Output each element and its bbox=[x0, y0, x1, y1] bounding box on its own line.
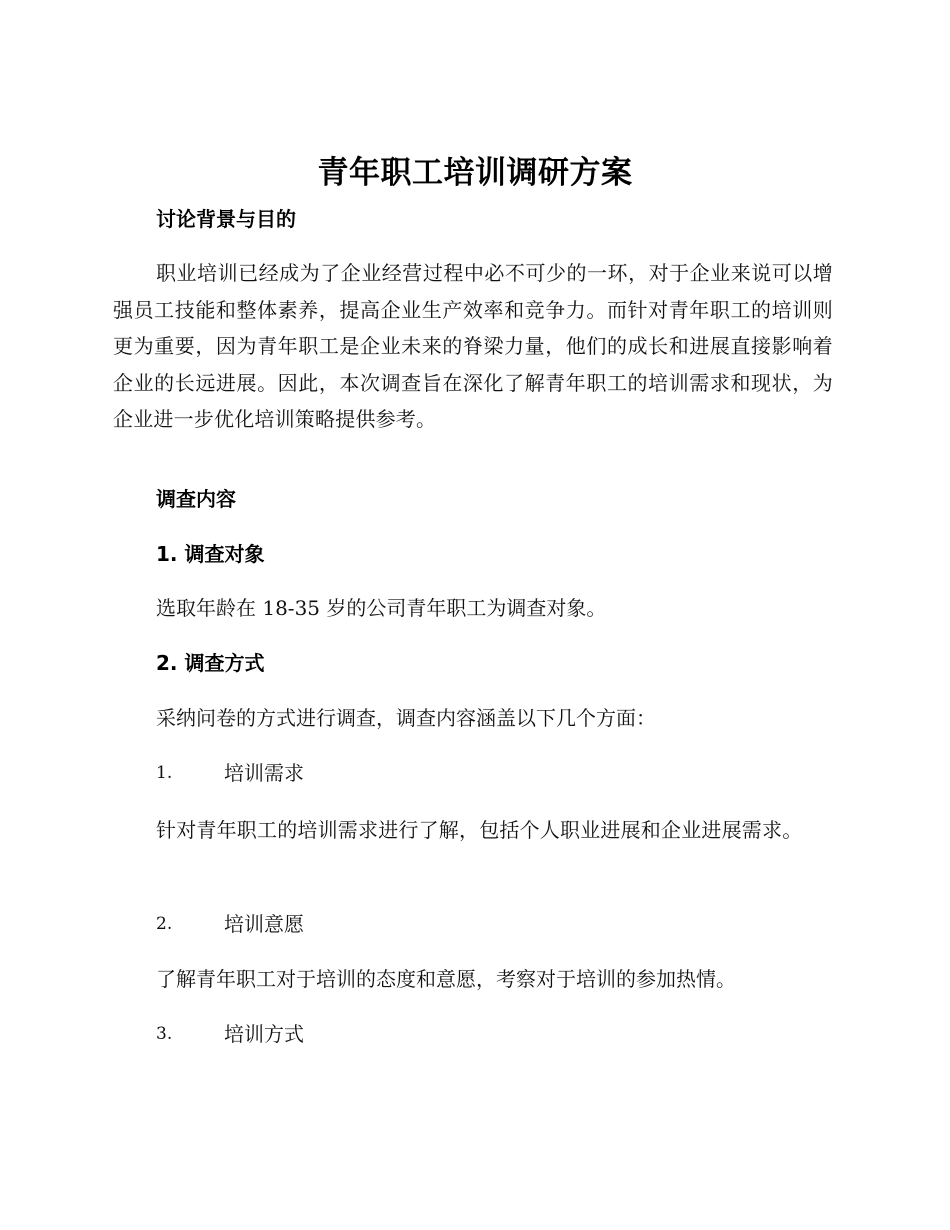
list-item-label: 培训意愿 bbox=[224, 912, 304, 936]
list-item-number: 2. bbox=[156, 914, 173, 934]
list-item-description: 了解青年职工对于培训的态度和意愿，考察对于培训的参加热情。 bbox=[156, 967, 736, 991]
list-item-number: 1. bbox=[156, 763, 173, 783]
subsection-heading-method: 2. 调查方式 bbox=[156, 651, 265, 675]
section-heading-content: 调查内容 bbox=[156, 487, 236, 511]
background-paragraph: 职业培训已经成为了企业经营过程中必不可少的一环，对于企业来说可以增强员工技能和整体素养，提高企业生产效率和竞争力。而针对青年职工的培训则更为重要，因为青年职工是企业未来的脊梁力量，他们的成长和进展直接影响着企业的长远进展。因此，本次调查旨在深化了解青年职工的培训需求和现状，为企业进一步优化培训策略提供参考。 bbox=[113, 261, 833, 431]
list-item-description: 针对青年职工的培训需求进行了解，包括个人职业进展和企业进展需求。 bbox=[156, 818, 803, 842]
list-item-number: 3. bbox=[156, 1024, 173, 1044]
list-item-label: 培训需求 bbox=[224, 761, 304, 785]
subject-text: 选取年龄在 18-35 岁的公司青年职工为调查对象。 bbox=[156, 596, 607, 620]
method-text: 采纳问卷的方式进行调查，调查内容涵盖以下几个方面： bbox=[156, 706, 656, 730]
section-heading-background: 讨论背景与目的 bbox=[156, 207, 296, 231]
subsection-heading-subject: 1. 调查对象 bbox=[156, 542, 265, 566]
list-item-label: 培训方式 bbox=[224, 1022, 304, 1046]
document-title: 青年职工培训调研方案 bbox=[317, 155, 633, 191]
